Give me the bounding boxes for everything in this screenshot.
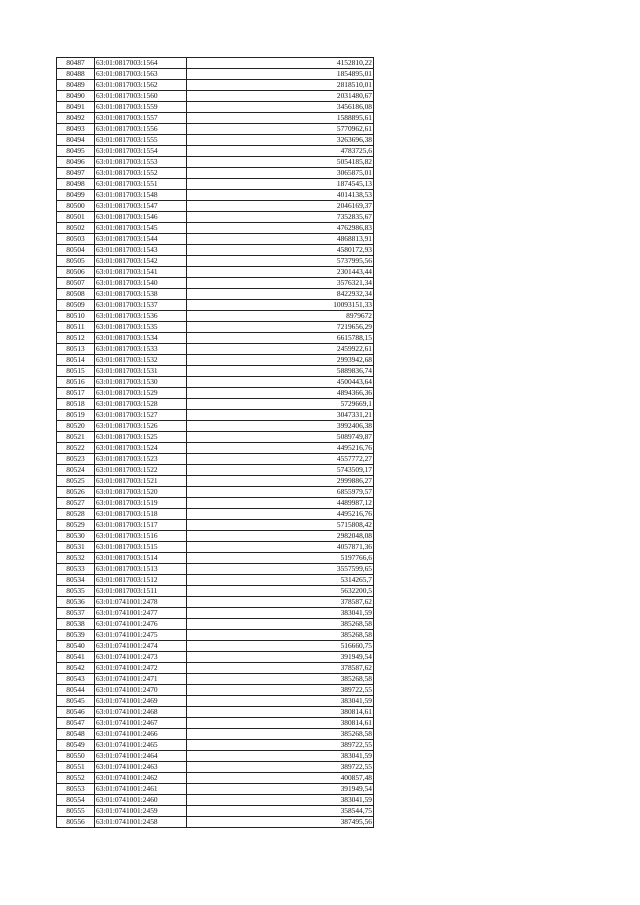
row-number-cell: 80546 bbox=[57, 707, 95, 718]
table-row bbox=[57, 91, 374, 102]
cadastral-value-cell: 5770962,61 bbox=[187, 124, 374, 135]
cadastral-value-cell: 3557599,65 bbox=[187, 564, 374, 575]
table-row bbox=[57, 773, 374, 784]
table-row bbox=[57, 311, 374, 322]
table-row bbox=[57, 124, 374, 135]
cadastral-number-cell: 63:01:0817003:1528 bbox=[95, 399, 187, 410]
table-row bbox=[57, 465, 374, 476]
table-row bbox=[57, 421, 374, 432]
table-row bbox=[57, 58, 374, 69]
cadastral-value-cell: 389722,55 bbox=[187, 685, 374, 696]
cadastral-value-cell: 4495216,76 bbox=[187, 443, 374, 454]
cadastral-number-cell: 63:01:0817003:1532 bbox=[95, 355, 187, 366]
row-number-cell: 80524 bbox=[57, 465, 95, 476]
cadastral-number-cell: 63:01:0817003:1556 bbox=[95, 124, 187, 135]
cadastral-number-cell: 63:01:0817003:1522 bbox=[95, 465, 187, 476]
row-number-cell: 80487 bbox=[57, 58, 95, 69]
cadastral-value-cell: 4014138,53 bbox=[187, 190, 374, 201]
table-row bbox=[57, 278, 374, 289]
table-row bbox=[57, 817, 374, 828]
row-number-cell: 80508 bbox=[57, 289, 95, 300]
table-row bbox=[57, 113, 374, 124]
cadastral-number-cell: 63:01:0817003:1553 bbox=[95, 157, 187, 168]
row-number-cell: 80527 bbox=[57, 498, 95, 509]
table-row bbox=[57, 190, 374, 201]
table-row bbox=[57, 531, 374, 542]
table-row bbox=[57, 663, 374, 674]
cadastral-number-cell: 63:01:0817003:1518 bbox=[95, 509, 187, 520]
cadastral-value-cell: 5737995,56 bbox=[187, 256, 374, 267]
cadastral-value-cell: 4762986,83 bbox=[187, 223, 374, 234]
table-row bbox=[57, 69, 374, 80]
cadastral-value-cell: 3456186,08 bbox=[187, 102, 374, 113]
table-row bbox=[57, 586, 374, 597]
cadastral-number-cell: 63:01:0817003:1537 bbox=[95, 300, 187, 311]
cadastral-number-cell: 63:01:0741001:2472 bbox=[95, 663, 187, 674]
cadastral-value-cell: 5632200,5 bbox=[187, 586, 374, 597]
row-number-cell: 80522 bbox=[57, 443, 95, 454]
cadastral-value-cell: 2301443,44 bbox=[187, 267, 374, 278]
table-row bbox=[57, 212, 374, 223]
cadastral-value-cell: 383041,59 bbox=[187, 751, 374, 762]
cadastral-value-cell: 2459922,61 bbox=[187, 344, 374, 355]
table-row bbox=[57, 80, 374, 91]
row-number-cell: 80511 bbox=[57, 322, 95, 333]
table-row bbox=[57, 146, 374, 157]
cadastral-value-cell: 10093151,33 bbox=[187, 300, 374, 311]
row-number-cell: 80514 bbox=[57, 355, 95, 366]
table-row bbox=[57, 223, 374, 234]
cadastral-number-cell: 63:01:0817003:1552 bbox=[95, 168, 187, 179]
table-row bbox=[57, 443, 374, 454]
table-row bbox=[57, 762, 374, 773]
row-number-cell: 80541 bbox=[57, 652, 95, 663]
cadastral-value-cell: 400857,48 bbox=[187, 773, 374, 784]
table-row bbox=[57, 542, 374, 553]
cadastral-value-cell: 385268,58 bbox=[187, 630, 374, 641]
table-row bbox=[57, 168, 374, 179]
table-row bbox=[57, 597, 374, 608]
table-row bbox=[57, 344, 374, 355]
row-number-cell: 80532 bbox=[57, 553, 95, 564]
cadastral-value-cell: 385268,58 bbox=[187, 729, 374, 740]
row-number-cell: 80492 bbox=[57, 113, 95, 124]
row-number-cell: 80551 bbox=[57, 762, 95, 773]
row-number-cell: 80548 bbox=[57, 729, 95, 740]
table-row bbox=[57, 157, 374, 168]
row-number-cell: 80553 bbox=[57, 784, 95, 795]
cadastral-number-cell: 63:01:0741001:2461 bbox=[95, 784, 187, 795]
cadastral-value-cell: 5089749,87 bbox=[187, 432, 374, 443]
table-row bbox=[57, 322, 374, 333]
cadastral-number-cell: 63:01:0741001:2463 bbox=[95, 762, 187, 773]
table-row bbox=[57, 410, 374, 421]
cadastral-number-cell: 63:01:0817003:1512 bbox=[95, 575, 187, 586]
cadastral-number-cell: 63:01:0817003:1554 bbox=[95, 146, 187, 157]
table-row bbox=[57, 102, 374, 113]
cadastral-number-cell: 63:01:0817003:1559 bbox=[95, 102, 187, 113]
table-row bbox=[57, 487, 374, 498]
row-number-cell: 80489 bbox=[57, 80, 95, 91]
row-number-cell: 80488 bbox=[57, 69, 95, 80]
row-number-cell: 80499 bbox=[57, 190, 95, 201]
cadastral-number-cell: 63:01:0817003:1511 bbox=[95, 586, 187, 597]
cadastral-value-cell: 6855979,57 bbox=[187, 487, 374, 498]
table-row bbox=[57, 300, 374, 311]
cadastral-number-cell: 63:01:0817003:1564 bbox=[95, 58, 187, 69]
cadastral-value-cell: 4580172,93 bbox=[187, 245, 374, 256]
row-number-cell: 80496 bbox=[57, 157, 95, 168]
row-number-cell: 80529 bbox=[57, 520, 95, 531]
cadastral-number-cell: 63:01:0817003:1545 bbox=[95, 223, 187, 234]
cadastral-value-cell: 5889836,74 bbox=[187, 366, 374, 377]
cadastral-number-cell: 63:01:0817003:1524 bbox=[95, 443, 187, 454]
table-row bbox=[57, 509, 374, 520]
cadastral-number-cell: 63:01:0817003:1535 bbox=[95, 322, 187, 333]
cadastral-value-cell: 4057871,36 bbox=[187, 542, 374, 553]
row-number-cell: 80512 bbox=[57, 333, 95, 344]
cadastral-number-cell: 63:01:0817003:1546 bbox=[95, 212, 187, 223]
row-number-cell: 80523 bbox=[57, 454, 95, 465]
cadastral-value-cell: 383041,59 bbox=[187, 696, 374, 707]
cadastral-number-cell: 63:01:0817003:1536 bbox=[95, 311, 187, 322]
cadastral-value-cell: 7352835,67 bbox=[187, 212, 374, 223]
cadastral-value-cell: 358544,75 bbox=[187, 806, 374, 817]
row-number-cell: 80510 bbox=[57, 311, 95, 322]
cadastral-value-cell: 391949,54 bbox=[187, 784, 374, 795]
cadastral-value-cell: 383041,59 bbox=[187, 608, 374, 619]
cadastral-number-cell: 63:01:0817003:1557 bbox=[95, 113, 187, 124]
row-number-cell: 80538 bbox=[57, 619, 95, 630]
row-number-cell: 80491 bbox=[57, 102, 95, 113]
cadastral-value-cell: 383041,59 bbox=[187, 795, 374, 806]
cadastral-number-cell: 63:01:0817003:1560 bbox=[95, 91, 187, 102]
row-number-cell: 80515 bbox=[57, 366, 95, 377]
cadastral-value-cell: 391949,54 bbox=[187, 652, 374, 663]
row-number-cell: 80530 bbox=[57, 531, 95, 542]
cadastral-number-cell: 63:01:0741001:2462 bbox=[95, 773, 187, 784]
cadastral-value-cell: 389722,55 bbox=[187, 762, 374, 773]
table-row bbox=[57, 630, 374, 641]
table-row bbox=[57, 751, 374, 762]
cadastral-value-cell: 4557772,27 bbox=[187, 454, 374, 465]
row-number-cell: 80509 bbox=[57, 300, 95, 311]
row-number-cell: 80502 bbox=[57, 223, 95, 234]
cadastral-value-cell: 380814,61 bbox=[187, 718, 374, 729]
row-number-cell: 80542 bbox=[57, 663, 95, 674]
row-number-cell: 80534 bbox=[57, 575, 95, 586]
row-number-cell: 80517 bbox=[57, 388, 95, 399]
row-number-cell: 80535 bbox=[57, 586, 95, 597]
cadastral-number-cell: 63:01:0741001:2466 bbox=[95, 729, 187, 740]
cadastral-value-cell: 2982048,08 bbox=[187, 531, 374, 542]
cadastral-value-cell: 6615788,15 bbox=[187, 333, 374, 344]
table-row bbox=[57, 696, 374, 707]
row-number-cell: 80500 bbox=[57, 201, 95, 212]
cadastral-number-cell: 63:01:0817003:1513 bbox=[95, 564, 187, 575]
cadastral-number-cell: 63:01:0817003:1526 bbox=[95, 421, 187, 432]
table-row bbox=[57, 234, 374, 245]
table-row bbox=[57, 740, 374, 751]
cadastral-value-cell: 4783725,6 bbox=[187, 146, 374, 157]
table-row bbox=[57, 179, 374, 190]
cadastral-number-cell: 63:01:0817003:1547 bbox=[95, 201, 187, 212]
table-row bbox=[57, 520, 374, 531]
cadastral-number-cell: 63:01:0817003:1520 bbox=[95, 487, 187, 498]
cadastral-value-cell: 378587,62 bbox=[187, 597, 374, 608]
cadastral-value-cell: 1874545,13 bbox=[187, 179, 374, 190]
cadastral-value-cell: 4500443,64 bbox=[187, 377, 374, 388]
row-number-cell: 80503 bbox=[57, 234, 95, 245]
cadastral-value-cell: 7219656,29 bbox=[187, 322, 374, 333]
row-number-cell: 80521 bbox=[57, 432, 95, 443]
table-row bbox=[57, 674, 374, 685]
table-row bbox=[57, 432, 374, 443]
row-number-cell: 80490 bbox=[57, 91, 95, 102]
row-number-cell: 80526 bbox=[57, 487, 95, 498]
cadastral-number-cell: 63:01:0817003:1548 bbox=[95, 190, 187, 201]
table-row bbox=[57, 267, 374, 278]
table-row bbox=[57, 575, 374, 586]
row-number-cell: 80494 bbox=[57, 135, 95, 146]
cadastral-value-cell: 5054185,82 bbox=[187, 157, 374, 168]
table-row bbox=[57, 652, 374, 663]
cadastral-number-cell: 63:01:0741001:2471 bbox=[95, 674, 187, 685]
table-row bbox=[57, 619, 374, 630]
table-row bbox=[57, 245, 374, 256]
cadastral-value-cell: 385268,58 bbox=[187, 619, 374, 630]
table-row bbox=[57, 256, 374, 267]
row-number-cell: 80497 bbox=[57, 168, 95, 179]
cadastral-number-cell: 63:01:0817003:1563 bbox=[95, 69, 187, 80]
cadastral-number-cell: 63:01:0817003:1530 bbox=[95, 377, 187, 388]
row-number-cell: 80505 bbox=[57, 256, 95, 267]
cadastral-value-cell: 387495,56 bbox=[187, 817, 374, 828]
row-number-cell: 80513 bbox=[57, 344, 95, 355]
cadastral-number-cell: 63:01:0817003:1519 bbox=[95, 498, 187, 509]
cadastral-value-cell: 8422932,34 bbox=[187, 289, 374, 300]
cadastral-number-cell: 63:01:0817003:1529 bbox=[95, 388, 187, 399]
cadastral-number-cell: 63:01:0741001:2475 bbox=[95, 630, 187, 641]
row-number-cell: 80519 bbox=[57, 410, 95, 421]
row-number-cell: 80555 bbox=[57, 806, 95, 817]
cadastral-number-cell: 63:01:0741001:2470 bbox=[95, 685, 187, 696]
table-row bbox=[57, 608, 374, 619]
row-number-cell: 80550 bbox=[57, 751, 95, 762]
cadastral-value-cell: 516660,75 bbox=[187, 641, 374, 652]
cadastral-value-cell: 4489987,12 bbox=[187, 498, 374, 509]
cadastral-number-cell: 63:01:0817003:1525 bbox=[95, 432, 187, 443]
cadastral-number-cell: 63:01:0817003:1523 bbox=[95, 454, 187, 465]
cadastral-value-cell: 2031480,67 bbox=[187, 91, 374, 102]
cadastral-value-cell: 3992406,38 bbox=[187, 421, 374, 432]
cadastral-number-cell: 63:01:0817003:1521 bbox=[95, 476, 187, 487]
cadastral-number-cell: 63:01:0817003:1551 bbox=[95, 179, 187, 190]
row-number-cell: 80536 bbox=[57, 597, 95, 608]
cadastral-value-cell: 5743509,17 bbox=[187, 465, 374, 476]
cadastral-number-cell: 63:01:0817003:1538 bbox=[95, 289, 187, 300]
cadastral-value-cell: 4495216,76 bbox=[187, 509, 374, 520]
row-number-cell: 80544 bbox=[57, 685, 95, 696]
row-number-cell: 80554 bbox=[57, 795, 95, 806]
cadastral-value-cell: 4152810,22 bbox=[187, 58, 374, 69]
table-row bbox=[57, 201, 374, 212]
row-number-cell: 80540 bbox=[57, 641, 95, 652]
cadastral-number-cell: 63:01:0817003:1516 bbox=[95, 531, 187, 542]
row-number-cell: 80531 bbox=[57, 542, 95, 553]
registry-table-body bbox=[57, 58, 374, 828]
cadastral-number-cell: 63:01:0817003:1515 bbox=[95, 542, 187, 553]
row-number-cell: 80543 bbox=[57, 674, 95, 685]
cadastral-number-cell: 63:01:0817003:1533 bbox=[95, 344, 187, 355]
cadastral-value-cell: 5715808,42 bbox=[187, 520, 374, 531]
cadastral-value-cell: 2046169,37 bbox=[187, 201, 374, 212]
row-number-cell: 80493 bbox=[57, 124, 95, 135]
cadastral-value-cell: 3047331,21 bbox=[187, 410, 374, 421]
cadastral-number-cell: 63:01:0741001:2468 bbox=[95, 707, 187, 718]
row-number-cell: 80498 bbox=[57, 179, 95, 190]
cadastral-number-cell: 63:01:0741001:2469 bbox=[95, 696, 187, 707]
cadastral-value-cell: 3576321,34 bbox=[187, 278, 374, 289]
row-number-cell: 80518 bbox=[57, 399, 95, 410]
table-row bbox=[57, 729, 374, 740]
cadastral-value-cell: 2818510,01 bbox=[187, 80, 374, 91]
row-number-cell: 80539 bbox=[57, 630, 95, 641]
cadastral-value-cell: 8979672 bbox=[187, 311, 374, 322]
table-row bbox=[57, 784, 374, 795]
cadastral-number-cell: 63:01:0817003:1540 bbox=[95, 278, 187, 289]
row-number-cell: 80537 bbox=[57, 608, 95, 619]
table-row bbox=[57, 333, 374, 344]
cadastral-value-cell: 2993942,68 bbox=[187, 355, 374, 366]
cadastral-value-cell: 5197766,6 bbox=[187, 553, 374, 564]
row-number-cell: 80549 bbox=[57, 740, 95, 751]
cadastral-number-cell: 63:01:0817003:1531 bbox=[95, 366, 187, 377]
row-number-cell: 80556 bbox=[57, 817, 95, 828]
table-row bbox=[57, 289, 374, 300]
cadastral-value-cell: 1854895,01 bbox=[187, 69, 374, 80]
row-number-cell: 80552 bbox=[57, 773, 95, 784]
table-row bbox=[57, 388, 374, 399]
table-row bbox=[57, 564, 374, 575]
cadastral-value-cell: 3263696,38 bbox=[187, 135, 374, 146]
cadastral-value-cell: 4868813,91 bbox=[187, 234, 374, 245]
row-number-cell: 80495 bbox=[57, 146, 95, 157]
cadastral-number-cell: 63:01:0817003:1514 bbox=[95, 553, 187, 564]
cadastral-number-cell: 63:01:0741001:2477 bbox=[95, 608, 187, 619]
table-row bbox=[57, 795, 374, 806]
cadastral-value-cell: 385268,58 bbox=[187, 674, 374, 685]
cadastral-number-cell: 63:01:0817003:1542 bbox=[95, 256, 187, 267]
cadastral-number-cell: 63:01:0741001:2464 bbox=[95, 751, 187, 762]
cadastral-number-cell: 63:01:0741001:2467 bbox=[95, 718, 187, 729]
cadastral-value-cell: 3065875,01 bbox=[187, 168, 374, 179]
cadastral-number-cell: 63:01:0817003:1517 bbox=[95, 520, 187, 531]
cadastral-number-cell: 63:01:0817003:1527 bbox=[95, 410, 187, 421]
cadastral-number-cell: 63:01:0741001:2476 bbox=[95, 619, 187, 630]
cadastral-number-cell: 63:01:0741001:2459 bbox=[95, 806, 187, 817]
table-row bbox=[57, 498, 374, 509]
cadastral-number-cell: 63:01:0741001:2465 bbox=[95, 740, 187, 751]
cadastral-value-cell: 389722,55 bbox=[187, 740, 374, 751]
cadastral-value-cell: 380814,61 bbox=[187, 707, 374, 718]
registry-table bbox=[56, 57, 374, 828]
row-number-cell: 80545 bbox=[57, 696, 95, 707]
cadastral-number-cell: 63:01:0817003:1541 bbox=[95, 267, 187, 278]
table-row bbox=[57, 707, 374, 718]
cadastral-value-cell: 5729669,1 bbox=[187, 399, 374, 410]
row-number-cell: 80516 bbox=[57, 377, 95, 388]
table-row bbox=[57, 718, 374, 729]
table-row bbox=[57, 641, 374, 652]
table-row bbox=[57, 553, 374, 564]
row-number-cell: 80506 bbox=[57, 267, 95, 278]
row-number-cell: 80528 bbox=[57, 509, 95, 520]
cadastral-number-cell: 63:01:0741001:2474 bbox=[95, 641, 187, 652]
cadastral-number-cell: 63:01:0741001:2458 bbox=[95, 817, 187, 828]
cadastral-number-cell: 63:01:0741001:2460 bbox=[95, 795, 187, 806]
table-row bbox=[57, 355, 374, 366]
cadastral-value-cell: 4894366,36 bbox=[187, 388, 374, 399]
table-row bbox=[57, 366, 374, 377]
cadastral-number-cell: 63:01:0817003:1544 bbox=[95, 234, 187, 245]
row-number-cell: 80504 bbox=[57, 245, 95, 256]
row-number-cell: 80507 bbox=[57, 278, 95, 289]
row-number-cell: 80501 bbox=[57, 212, 95, 223]
cadastral-number-cell: 63:01:0817003:1534 bbox=[95, 333, 187, 344]
cadastral-value-cell: 5314265,7 bbox=[187, 575, 374, 586]
row-number-cell: 80547 bbox=[57, 718, 95, 729]
cadastral-number-cell: 63:01:0817003:1555 bbox=[95, 135, 187, 146]
cadastral-value-cell: 1588895,61 bbox=[187, 113, 374, 124]
registry-table-container bbox=[56, 57, 374, 828]
table-row bbox=[57, 377, 374, 388]
cadastral-number-cell: 63:01:0817003:1543 bbox=[95, 245, 187, 256]
table-row bbox=[57, 806, 374, 817]
row-number-cell: 80520 bbox=[57, 421, 95, 432]
row-number-cell: 80525 bbox=[57, 476, 95, 487]
cadastral-value-cell: 378587,62 bbox=[187, 663, 374, 674]
cadastral-number-cell: 63:01:0741001:2473 bbox=[95, 652, 187, 663]
cadastral-value-cell: 2999886,27 bbox=[187, 476, 374, 487]
cadastral-number-cell: 63:01:0817003:1562 bbox=[95, 80, 187, 91]
cadastral-number-cell: 63:01:0741001:2478 bbox=[95, 597, 187, 608]
row-number-cell: 80533 bbox=[57, 564, 95, 575]
table-row bbox=[57, 399, 374, 410]
table-row bbox=[57, 476, 374, 487]
table-row bbox=[57, 454, 374, 465]
table-row bbox=[57, 685, 374, 696]
table-row bbox=[57, 135, 374, 146]
